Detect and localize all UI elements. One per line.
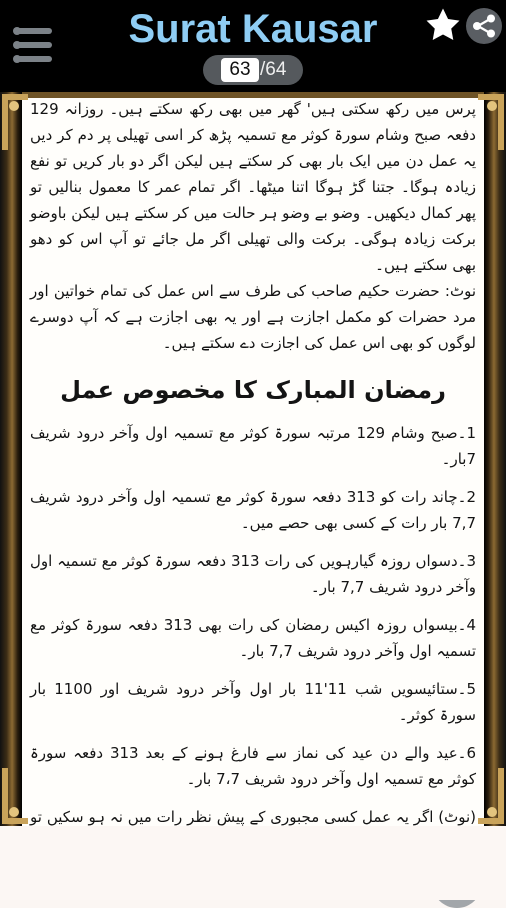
closing-note: (نوٹ) اگر یہ عمل کسی مجبوری کے پیش نظر رات میں نہ ہو سکیں تو (30, 808, 476, 826)
bottom-area (0, 826, 506, 900)
share-icon[interactable] (466, 8, 502, 44)
corner-ornament-icon (476, 92, 506, 152)
list-item: 1۔صبح وشام 129 مرتبہ سورۃ کوثر مع تسمیہ اول وآخر درود شریف 7بار۔ (30, 424, 476, 468)
list-item: 6۔عید والے دن عید کی نماز سے فارغ ہونے کے بعد 313 دفعہ سورۃ کوثر مع تسمیہ اول وآخر درود شریف 7،7 بار۔ (30, 744, 476, 788)
page-frame-left (0, 92, 22, 826)
paragraph: پرس میں رکھ سکتی ہیں' گھر میں بھی رکھ سکتے ہیں۔ روزانہ 129 دفعہ صبح وشام سورۃ کوثر مع تسمیہ پڑھ کر اسی تھیلی پر دم کر دیں یہ عمل دن میں ایک بار بھی کر سکتے ہیں لیکن اگر دو بار کریں تو نفع زیادہ ہوگا۔ جتنا گڑ ہوگا اتنا میٹھا۔ اگر تمام عمر کا معمول بنالیں تو پھر کمال دیکھیں۔ وضو بے وضو ہر حالت میں کر سکتے ہیں لیکن باوضو برکت زیادہ ہوگی۔ برکت والی تھیلی اگر مل جائے تو آپ اس کو دھو بھی سکتے ہیں۔ (30, 100, 476, 274)
list-item: 4۔بیسواں روزہ اکیس رمضان کی رات بھی 313 دفعہ سورۃ کوثر مع تسمیہ اول وآخر درود شریف 7,7 بار۔ (30, 616, 476, 660)
corner-ornament-icon (0, 92, 30, 152)
page-indicator[interactable] (203, 55, 303, 85)
star-icon[interactable] (424, 6, 462, 44)
section-heading: رمضان المبارک کا مخصوص عمل (60, 376, 446, 404)
list-item: 3۔دسواں روزہ گیارہویں کی رات 313 دفعہ سورۃ کوثر مع تسمیہ اول وآخر درود شریف 7,7 بار۔ (30, 552, 477, 596)
app-title: Surat Kausar (128, 7, 378, 51)
list-item: 2۔چاند رات کو 313 دفعہ سورۃ کوثر مع تسمیہ اول وآخر درود شریف 7,7 بار رات کے کسی بھی حصے میں۔ (30, 488, 476, 532)
current-page[interactable]: 63 (221, 58, 259, 82)
corner-ornament-icon (0, 766, 30, 826)
page-frame-right (484, 92, 506, 826)
page-text (30, 96, 476, 888)
total-pages: /64 (260, 59, 287, 80)
app-bar (0, 0, 506, 92)
book-page (0, 92, 506, 826)
list-item: 5۔ستائیسویں شب 11'11 بار اول وآخر درود شریف اور 1100 بار سورۃ کوثر۔ (30, 680, 476, 724)
corner-ornament-icon (476, 766, 506, 826)
note-paragraph: نوٹ: حضرت حکیم صاحب کی طرف سے اس عمل کی تمام خواتین اور مرد حضرات کو مکمل اجازت ہے اور یہ بھی اجازت ہے کہ آپ دوسرے لوگوں کو بھی اس عمل کی اجازت دے سکتے ہیں۔ (30, 282, 476, 352)
